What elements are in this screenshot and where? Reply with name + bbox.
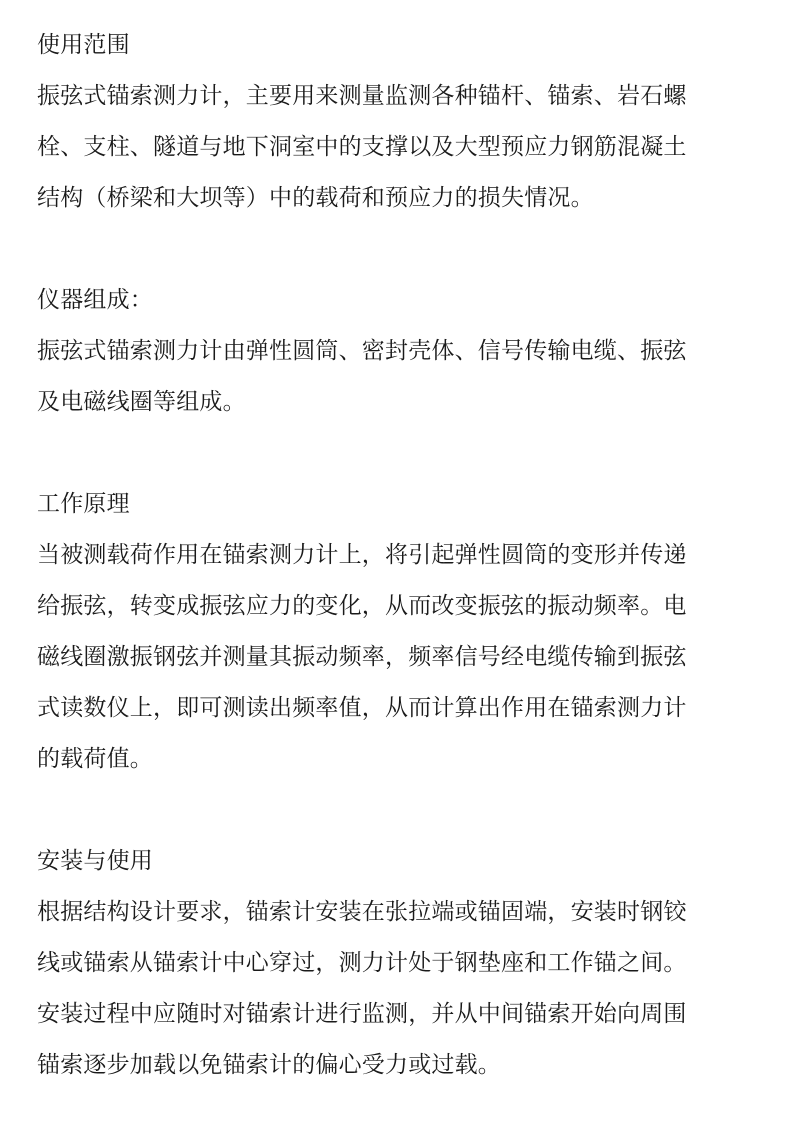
paragraph-line: 振弦式锚索测力计由弹性圆筒、密封壳体、信号传输电缆、振弦 — [37, 338, 687, 364]
paragraph-line: 磁线圈激振钢弦并测量其振动频率，频率信号经电缆传输到振弦 — [37, 644, 687, 670]
paragraph-line: 给振弦，转变成振弦应力的变化，从而改变振弦的振动频率。电 — [37, 593, 687, 619]
section-spacer — [37, 428, 757, 479]
paragraph-line: 根据结构设计要求，锚索计安装在张拉端或锚固端，安装时钢铰 — [37, 899, 687, 925]
paragraph-line: 的载荷值。 — [37, 746, 153, 772]
paragraph-line: 振弦式锚索测力计，主要用来测量监测各种锚杆、锚索、岩石螺 — [37, 83, 687, 109]
paragraph-line: 锚索逐步加载以免锚索计的偏心受力或过载。 — [37, 1052, 501, 1078]
paragraph-line: 当被测载荷作用在锚索测力计上，将引起弹性圆筒的变形并传递 — [37, 542, 687, 568]
paragraph-line: 安装过程中应随时对锚索计进行监测，并从中间锚索开始向周围 — [37, 1001, 687, 1027]
section-composition — [37, 275, 757, 428]
section-heading-composition: 仪器组成： — [37, 287, 153, 313]
paragraph-line: 及电磁线圈等组成。 — [37, 389, 246, 415]
section-heading-principle: 工作原理 — [37, 491, 130, 517]
paragraph-line: 式读数仪上，即可测读出频率值，从而计算出作用在锚索测力计 — [37, 695, 687, 721]
section-heading-scope: 使用范围 — [37, 32, 130, 58]
section-heading-installation: 安装与使用 — [37, 848, 153, 874]
paragraph-line: 线或锚索从锚索计中心穿过，测力计处于钢垫座和工作锚之间。 — [37, 950, 687, 976]
document-body — [37, 20, 757, 1091]
section-principle — [37, 479, 757, 785]
section-installation — [37, 836, 757, 1091]
section-scope — [37, 20, 757, 224]
paragraph-line: 栓、支柱、隧道与地下洞室中的支撑以及大型预应力钢筋混凝土 — [37, 134, 687, 160]
paragraph-line: 结构（桥梁和大坝等）中的载荷和预应力的损失情况。 — [37, 185, 594, 211]
section-spacer — [37, 224, 757, 275]
section-spacer — [37, 785, 757, 836]
